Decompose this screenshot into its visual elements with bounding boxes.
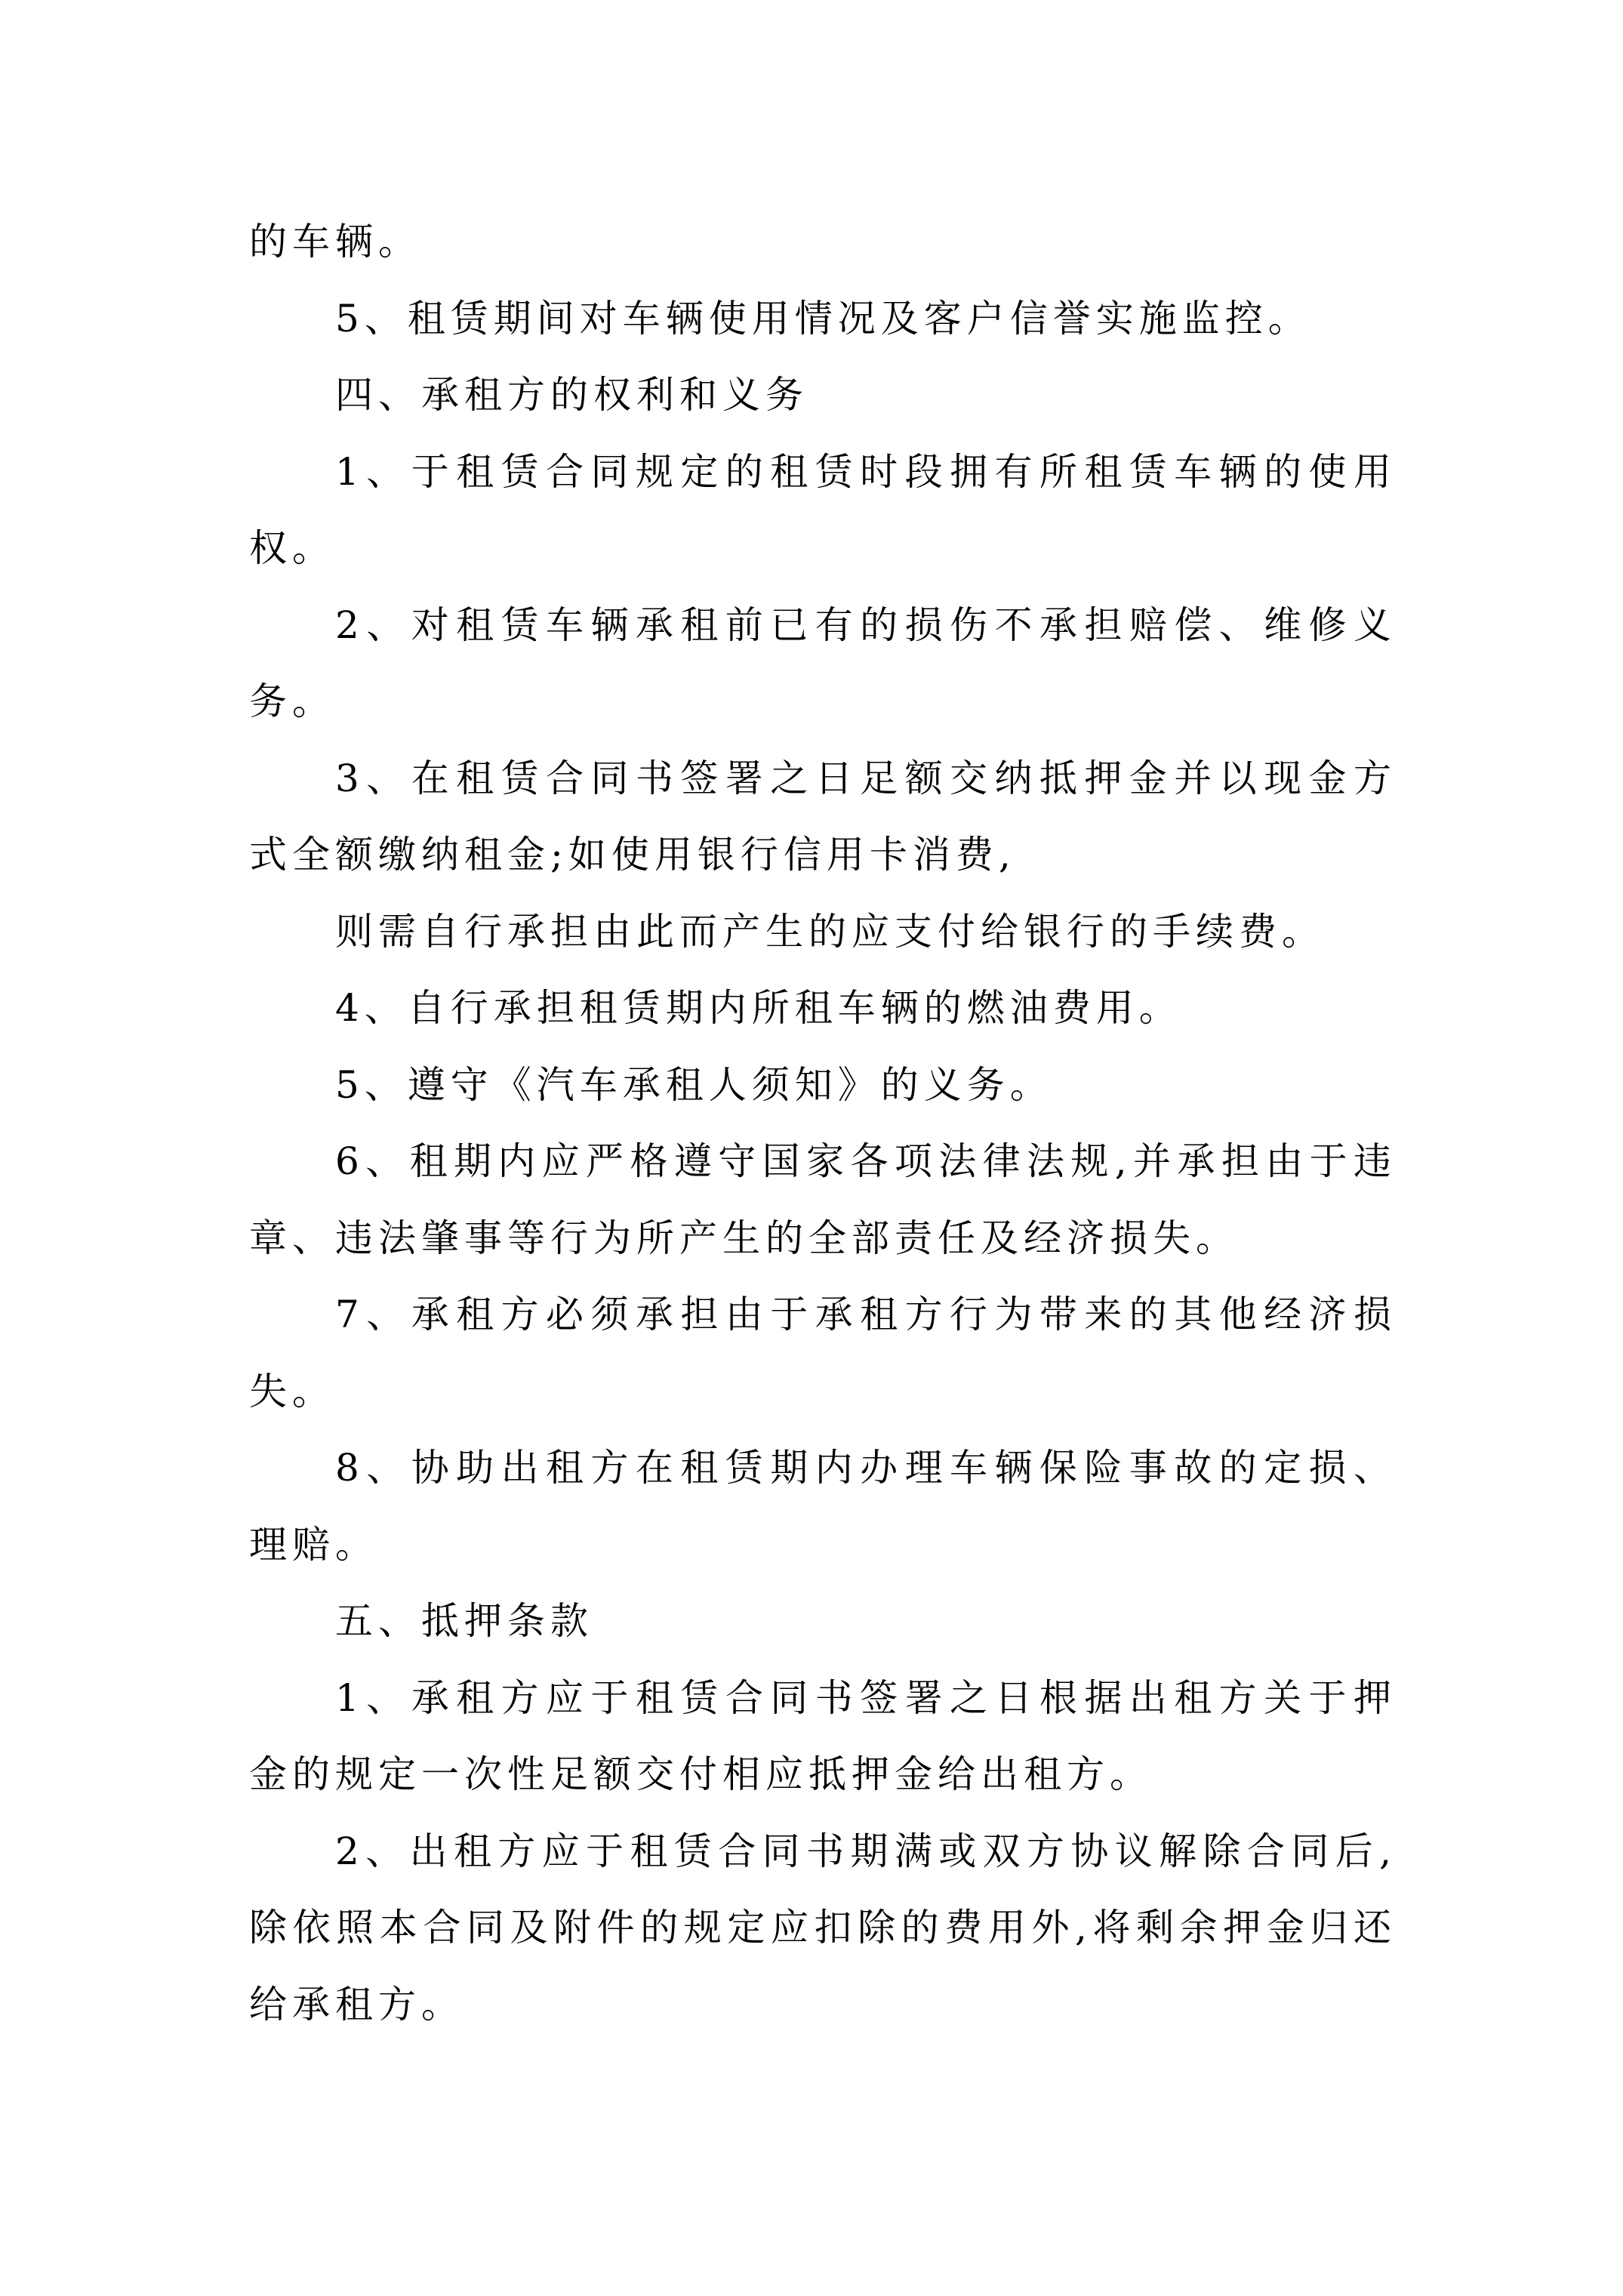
paragraph-deposit-item-2: 2、出租方应于租赁合同书期满或双方协议解除合同后,除依照本合同及附件的规定应扣除的费用外,将剩余押金归还给承租方。 bbox=[249, 1829, 1397, 2026]
paragraph-deposit-item-1: 1、承租方应于租赁合同书签署之日根据出租方关于押金的规定一次性足额交付相应抵押金给出租方。 bbox=[249, 1675, 1397, 1796]
document-body bbox=[249, 204, 1397, 2043]
paragraph-lessee-item-2: 2、对租赁车辆承租前已有的损伤不承担赔偿、维修义务。 bbox=[249, 603, 1397, 723]
paragraph-lessee-item-3-cont: 则需自行承担由此而产生的应支付给银行的手续费。 bbox=[335, 909, 1325, 954]
paragraph-lessee-item-4: 4、自行承担租赁期内所租车辆的燃油费用。 bbox=[335, 986, 1182, 1030]
paragraph-lessee-item-1: 1、于租赁合同规定的租赁时段拥有所租赁车辆的使用权。 bbox=[249, 449, 1397, 570]
paragraph-continuation: 的车辆。 bbox=[249, 220, 421, 264]
section-heading-deposit: 五、抵押条款 bbox=[335, 1599, 593, 1643]
section-heading-lessee-rights: 四、承租方的权利和义务 bbox=[335, 373, 808, 417]
paragraph-lessee-item-6: 6、租期内应严格遵守国家各项法律法规,并承担由于违章、违法肇事等行为所产生的全部责任及经济损失。 bbox=[249, 1139, 1397, 1260]
paragraph-lessee-item-5: 5、遵守《汽车承租人须知》的义务。 bbox=[335, 1062, 1053, 1107]
paragraph-lessor-item-5: 5、租赁期间对车辆使用情况及客户信誉实施监控。 bbox=[335, 296, 1311, 341]
paragraph-lessee-item-8: 8、协助出租方在租赁期内办理车辆保险事故的定损、理赔。 bbox=[249, 1446, 1397, 1567]
paragraph-lessee-item-7: 7、承租方必须承担由于承租方行为带来的其他经济损失。 bbox=[249, 1293, 1397, 1413]
paragraph-lessee-item-3: 3、在租赁合同书签署之日足额交纳抵押金并以现金方式全额缴纳租金;如使用银行信用卡消费, bbox=[249, 756, 1397, 877]
